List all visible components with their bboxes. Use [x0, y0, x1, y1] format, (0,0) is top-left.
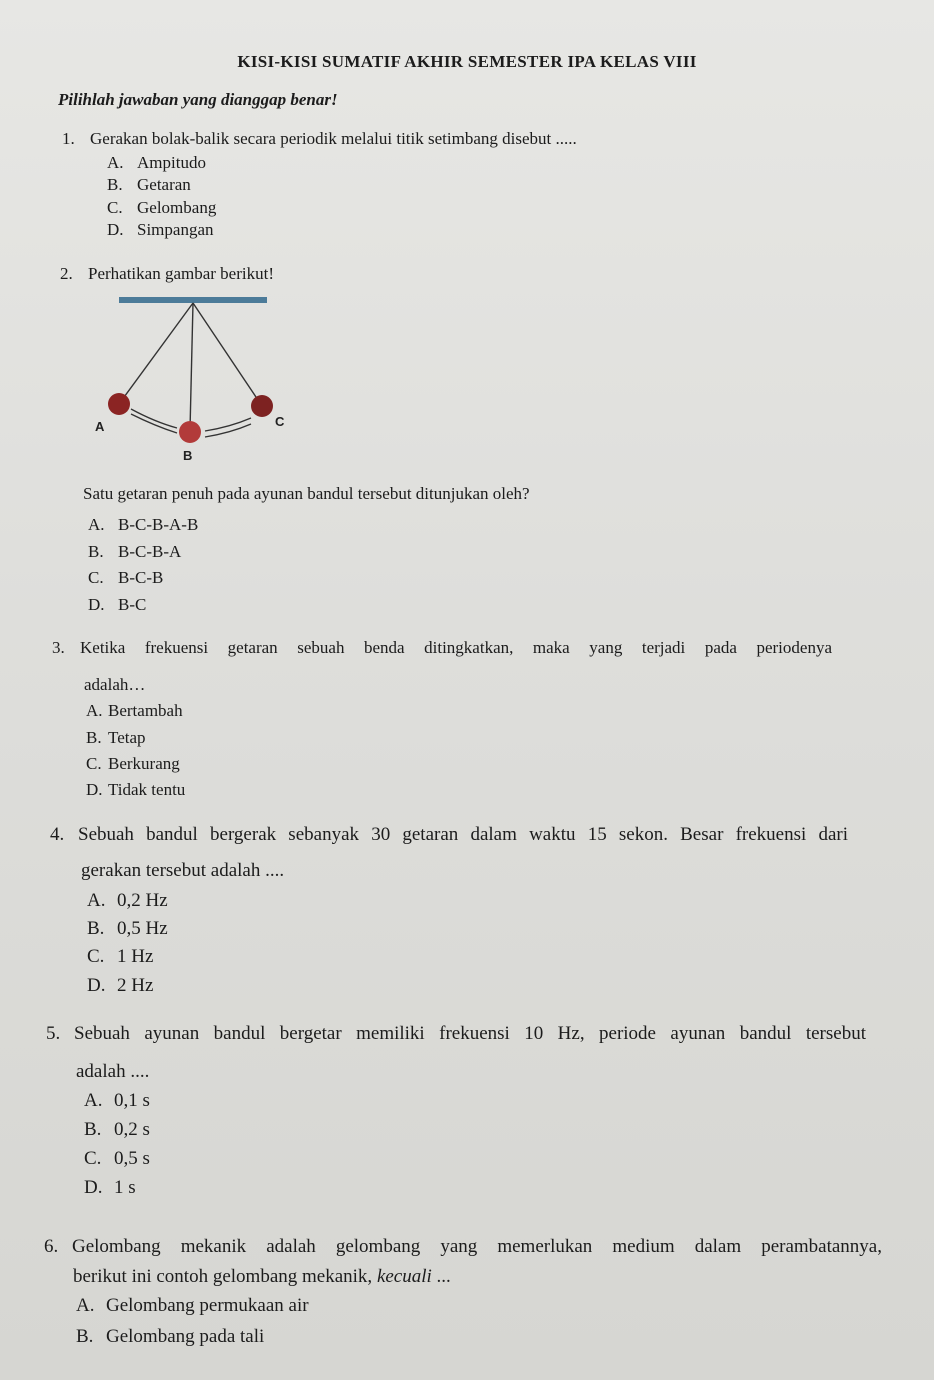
pendulum-string-b: [190, 303, 193, 430]
option-3b: B. Tetap: [86, 728, 146, 747]
label-b: B: [183, 448, 193, 463]
question-6-line1: 6. Gelombang mekanik adalah gelombang yang memerlukan medium dalam perambatannya,: [44, 1236, 882, 1257]
question-5-line1: 5. Sebuah ayunan bandul bergetar memiliki frekuensi 10 Hz, periode ayunan bandul tersebut: [46, 1023, 866, 1044]
option-1d: D. Simpangan: [107, 220, 214, 239]
question-text: Perhatikan gambar berikut!: [88, 264, 274, 283]
option-2d: D. B-C: [88, 595, 147, 614]
page-title: KISI-KISI SUMATIF AKHIR SEMESTER IPA KELAS VIII: [237, 52, 697, 71]
label-c: C: [275, 414, 285, 429]
option-4c: C. 1 Hz: [87, 946, 154, 967]
option-1a: A. Ampitudo: [107, 153, 206, 172]
question-text: Gerakan bolak-balik secara periodik melalui titik setimbang disebut .....: [90, 129, 577, 148]
option-2b: B. B-C-B-A: [88, 542, 182, 561]
option-6a: A. Gelombang permukaan air: [76, 1295, 309, 1316]
question-4-line1: 4. Sebuah bandul bergerak sebanyak 30 getaran dalam waktu 15 sekon. Besar frekuensi dari: [50, 824, 848, 845]
motion-arrow-left-2: [131, 414, 177, 433]
option-3d: D. Tidak tentu: [86, 780, 186, 799]
bob-position-b: [179, 421, 201, 443]
pendulum-support-bar: [119, 297, 267, 303]
pendulum-string-a: [119, 303, 193, 404]
option-5a: A. 0,1 s: [84, 1090, 150, 1111]
question-2-followup: Satu getaran penuh pada ayunan bandul tersebut ditunjukan oleh?: [83, 484, 530, 503]
option-5d: D. 1 s: [84, 1177, 136, 1198]
option-4b: B. 0,5 Hz: [87, 918, 168, 939]
option-5b: B. 0,2 s: [84, 1119, 150, 1140]
pendulum-string-c: [193, 303, 262, 406]
option-2c: C. B-C-B: [88, 568, 164, 587]
option-3c: C. Berkurang: [86, 754, 180, 773]
question-4-line2: gerakan tersebut adalah ....: [81, 860, 285, 881]
motion-arrow-right: [205, 418, 251, 431]
option-1c: C. Gelombang: [107, 198, 217, 217]
bob-position-a: [108, 393, 130, 415]
bob-position-c: [251, 395, 273, 417]
option-1b: B. Getaran: [107, 175, 191, 194]
label-a: A: [95, 419, 105, 434]
question-3-line2: adalah…: [84, 675, 146, 694]
option-3a: A. Bertambah: [86, 701, 183, 720]
option-5c: C. 0,5 s: [84, 1148, 150, 1169]
question-5-line2: adalah ....: [76, 1061, 150, 1082]
emphasis-kecuali: kecuali: [376, 1266, 432, 1287]
option-4d: D. 2 Hz: [87, 975, 154, 996]
question-number: 2.: [60, 264, 73, 283]
question-3-line1: 3. Ketika frekuensi getaran sebuah benda ditingkatkan, maka yang terjadi pada periodenya: [52, 638, 832, 657]
option-2a: A. B-C-B-A-B: [88, 515, 199, 534]
option-6b: B. Gelombang pada tali: [76, 1326, 265, 1347]
pendulum-figure: [85, 290, 295, 470]
instruction: Pilihlah jawaban yang dianggap benar!: [58, 90, 338, 109]
question-2: [60, 263, 274, 285]
question-number: 1.: [62, 129, 75, 148]
question-6-line2: berikut ini contoh gelombang mekanik, kecuali ...: [73, 1266, 451, 1287]
question-1: [62, 128, 577, 150]
option-4a: A. 0,2 Hz: [87, 890, 168, 911]
